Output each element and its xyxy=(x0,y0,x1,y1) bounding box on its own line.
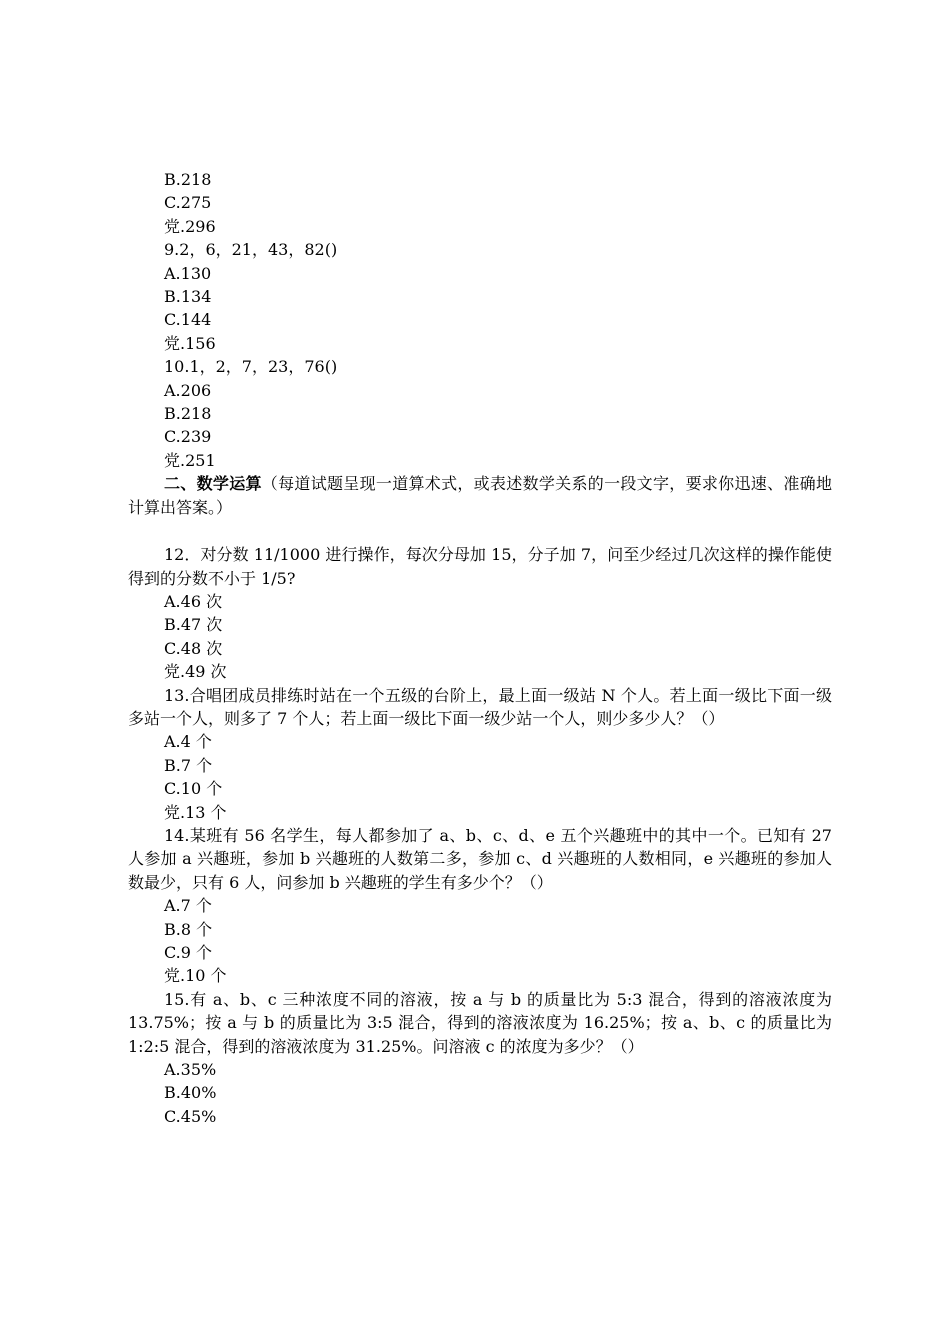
option: 党.296 xyxy=(164,216,216,236)
option: C.275 xyxy=(164,193,212,213)
option: 党.251 xyxy=(164,450,216,470)
option: B.7 个 xyxy=(164,755,213,775)
option: A.35% xyxy=(164,1060,217,1080)
option: C.239 xyxy=(164,427,212,447)
option: C.144 xyxy=(164,310,212,330)
option: 党.13 个 xyxy=(164,802,227,822)
question-10-stem: 10.1，2，7，23，76() xyxy=(164,357,338,377)
option: 党.49 次 xyxy=(164,662,227,682)
option: C.45% xyxy=(164,1106,217,1126)
option: B.218 xyxy=(164,170,212,189)
option: A.4 个 xyxy=(164,732,212,752)
option: B.218 xyxy=(164,404,212,424)
question-13-stem: 13.合唱团成员排练时站在一个五级的台阶上，最上面一级站 N 个人。若上面一级比下面一级多站一个人，则多了 7 个人；若上面一级比下面一级少站一个人，则少多少人？（） xyxy=(128,685,832,728)
option: C.48 次 xyxy=(164,638,223,658)
option: B.40% xyxy=(164,1083,217,1103)
option: A.130 xyxy=(164,263,212,283)
option: B.8 个 xyxy=(164,919,213,939)
option: 党.156 xyxy=(164,333,216,353)
option: C.9 个 xyxy=(164,943,213,962)
section-heading xyxy=(128,472,832,519)
option: A.7 个 xyxy=(164,896,212,916)
page-content xyxy=(128,168,832,1128)
spacer xyxy=(128,519,832,543)
option: 党.10 个 xyxy=(164,966,227,986)
question-14-stem: 14.某班有 56 名学生，每人都参加了 a、b、c、d、e 五个兴趣班中的其中一个。已知有 27 人参加 a 兴趣班，参加 b 兴趣班的人数第二多，参加 c、d 兴趣班的人数相同，e 兴趣班的参加人数最少，只有 6 人，问参加 b 兴趣班的学生有多少个？（） xyxy=(128,825,832,892)
option: A.46 次 xyxy=(164,591,223,611)
section-title: 二、数学运算 xyxy=(164,474,262,494)
question-9-stem: 9.2，6，21，43，82() xyxy=(164,240,338,260)
question-12-stem: 12．对分数 11/1000 进行操作，每次分母加 15，分子加 7，问至少经过几次这样的操作能使得到的分数不小于 1/5? xyxy=(128,545,832,588)
option: C.10 个 xyxy=(164,779,223,799)
option: B.134 xyxy=(164,287,212,307)
section-description: （每道试题呈现一道算术式，或表述数学关系的一段文字，要求你迅速、准确地计算出答案。） xyxy=(128,474,832,517)
option: A.206 xyxy=(164,380,212,400)
option: B.47 次 xyxy=(164,615,223,635)
question-15-stem: 15.有 a、b、c 三种浓度不同的溶液，按 a 与 b 的质量比为 5:3 混合，得到的溶液浓度为 13.75%；按 a 与 b 的质量比为 3:5 混合，得到的溶液浓度为 16.25%；按 a、b、c 的质量比为 1:2:5 混合，得到的溶液浓度为 31.25%。问溶液 c 的浓度为多少？（） xyxy=(128,989,832,1056)
